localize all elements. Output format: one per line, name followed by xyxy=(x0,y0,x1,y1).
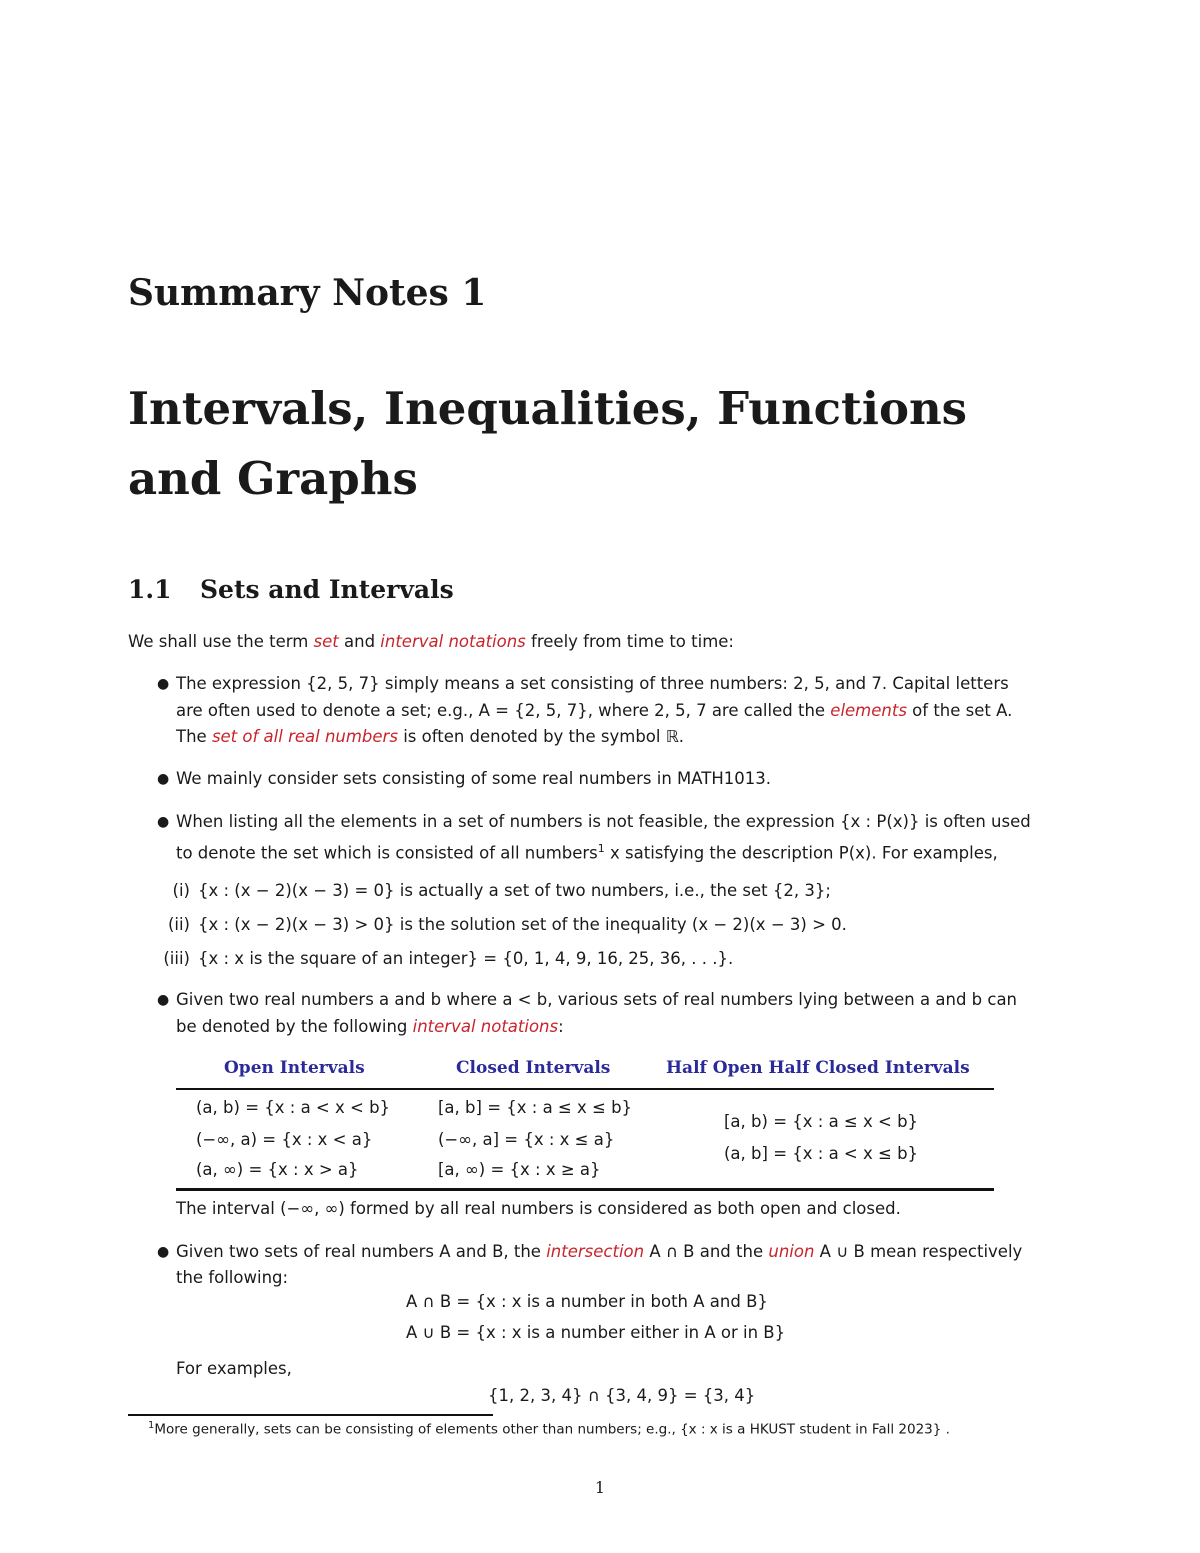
table-top-rule xyxy=(176,1088,994,1090)
bullet-marker: ● xyxy=(157,676,170,692)
footnote-ref[interactable]: 1 xyxy=(597,842,605,855)
text-part: Given two sets of real numbers A and B, the xyxy=(176,1242,547,1261)
term-set: set xyxy=(313,632,339,651)
term-intersection: intersection xyxy=(546,1242,645,1261)
example-label: (ii) xyxy=(167,915,190,934)
notes-label: Summary Notes 1 xyxy=(128,272,487,314)
intro-text xyxy=(128,630,734,654)
term-set-of-all-real-numbers: set of all real numbers xyxy=(211,727,398,746)
bullet-marker: ● xyxy=(157,814,170,830)
closed-interval-cell: [a, ∞) = {x : x ≥ a} xyxy=(438,1160,601,1179)
header-open-intervals: Open Intervals xyxy=(224,1058,365,1078)
header-closed-intervals: Closed Intervals xyxy=(456,1058,611,1078)
open-interval-cell: (a, b) = {x : a < x < b} xyxy=(196,1098,391,1117)
bullet1-line2 xyxy=(176,699,1012,723)
example-item xyxy=(150,913,847,937)
text-part: A ∪ B mean respectively xyxy=(814,1242,1023,1261)
example-text: {x : (x − 2)(x − 3) > 0} is the solution set of the inequality (x − 2)(x − 3) > 0. xyxy=(198,915,847,934)
example-text: {x : (x − 2)(x − 3) = 0} is actually a set of two numbers, i.e., the set {2, 3}; xyxy=(198,881,831,900)
bullet2-text: We mainly consider sets consisting of some real numbers in MATH1013. xyxy=(176,769,772,788)
text-part: are often used to denote a set; e.g., A = {2, 5, 7}, where 2, 5, 7 are called the xyxy=(176,701,831,720)
closed-interval-cell: (−∞, a] = {x : x ≤ a} xyxy=(438,1130,615,1149)
bullet4-line2 xyxy=(176,1015,564,1039)
bullet5-line2: the following: xyxy=(176,1268,289,1287)
bullet1-line3 xyxy=(176,725,684,749)
bullet1-line1: The expression {2, 5, 7} simply means a set consisting of three numbers: 2, 5, and 7. Capital letters xyxy=(176,674,1009,693)
example-text: {x : x is the square of an integer} = {0, 1, 4, 9, 16, 25, 36, . . .}. xyxy=(198,949,734,968)
intro-part: freely from time to time: xyxy=(525,632,734,651)
table-bottom-rule xyxy=(176,1188,994,1191)
bullet-marker: ● xyxy=(157,1244,170,1260)
text-part: x satisfying the description P(x). For examples, xyxy=(604,843,998,863)
example-item xyxy=(150,947,733,971)
intersection-example: {1, 2, 3, 4} ∩ {3, 4, 9} = {3, 4} xyxy=(488,1386,756,1405)
term-interval-notations: interval notations xyxy=(380,632,526,651)
intro-part: We shall use the term xyxy=(128,632,314,651)
term-union: union xyxy=(768,1242,815,1261)
union-definition: A ∪ B = {x : x is a number either in A or in B} xyxy=(406,1323,786,1342)
bullet-marker: ● xyxy=(157,771,170,787)
term-elements: elements xyxy=(830,701,907,720)
section-title: Sets and Intervals xyxy=(200,575,454,604)
half-interval-cell: (a, b] = {x : a < x ≤ b} xyxy=(724,1144,919,1163)
section-heading xyxy=(128,575,454,604)
bullet3-line2 xyxy=(176,837,998,866)
footnote-text: More generally, sets can be consisting of elements other than numbers; e.g., {x : x is a HKUST student in Fall 2023} . xyxy=(154,1421,950,1438)
text-part: to denote the set which is consisted of all numbers xyxy=(176,843,598,863)
bullet5-line1 xyxy=(176,1240,1022,1264)
text-part: : xyxy=(558,1017,564,1036)
half-interval-cell: [a, b) = {x : a ≤ x < b} xyxy=(724,1112,919,1131)
section-number: 1.1 xyxy=(128,575,172,604)
bullet4-line1: Given two real numbers a and b where a < b, various sets of real numbers lying between a and b can xyxy=(176,990,1018,1009)
footnote xyxy=(148,1420,950,1438)
chapter-title: Intervals, Inequalities, Functions and Graphs xyxy=(128,382,968,505)
table-note: The interval (−∞, ∞) formed by all real numbers is considered as both open and closed. xyxy=(176,1199,901,1218)
closed-interval-cell: [a, b] = {x : a ≤ x ≤ b} xyxy=(438,1098,633,1117)
term-interval-notations: interval notations xyxy=(412,1017,559,1036)
examples-label: For examples, xyxy=(176,1359,292,1378)
intro-part: and xyxy=(338,632,381,651)
footnote-marker: 1 xyxy=(148,1420,155,1431)
page-number: 1 xyxy=(594,1478,606,1497)
text-part: The xyxy=(176,727,212,746)
open-interval-cell: (−∞, a) = {x : x < a} xyxy=(196,1130,373,1149)
header-half-open-intervals: Half Open Half Closed Intervals xyxy=(666,1058,970,1078)
example-item xyxy=(150,879,831,903)
interval-table xyxy=(176,1054,994,1192)
bullet-marker: ● xyxy=(157,992,170,1008)
footnote-rule xyxy=(128,1414,493,1416)
example-label: (i) xyxy=(172,881,190,900)
text-part: is often denoted by the symbol ℝ. xyxy=(397,727,685,746)
open-interval-cell: (a, ∞) = {x : x > a} xyxy=(196,1160,359,1179)
bullet3-line1: When listing all the elements in a set of numbers is not feasible, the expression {x : P(x)} is often used xyxy=(176,812,1031,831)
intersection-definition: A ∩ B = {x : x is a number in both A and B} xyxy=(406,1292,768,1311)
text-part: A ∩ B and the xyxy=(644,1242,769,1261)
text-part: be denoted by the following xyxy=(176,1017,413,1036)
example-label: (iii) xyxy=(163,949,190,968)
text-part: of the set A. xyxy=(906,701,1013,720)
